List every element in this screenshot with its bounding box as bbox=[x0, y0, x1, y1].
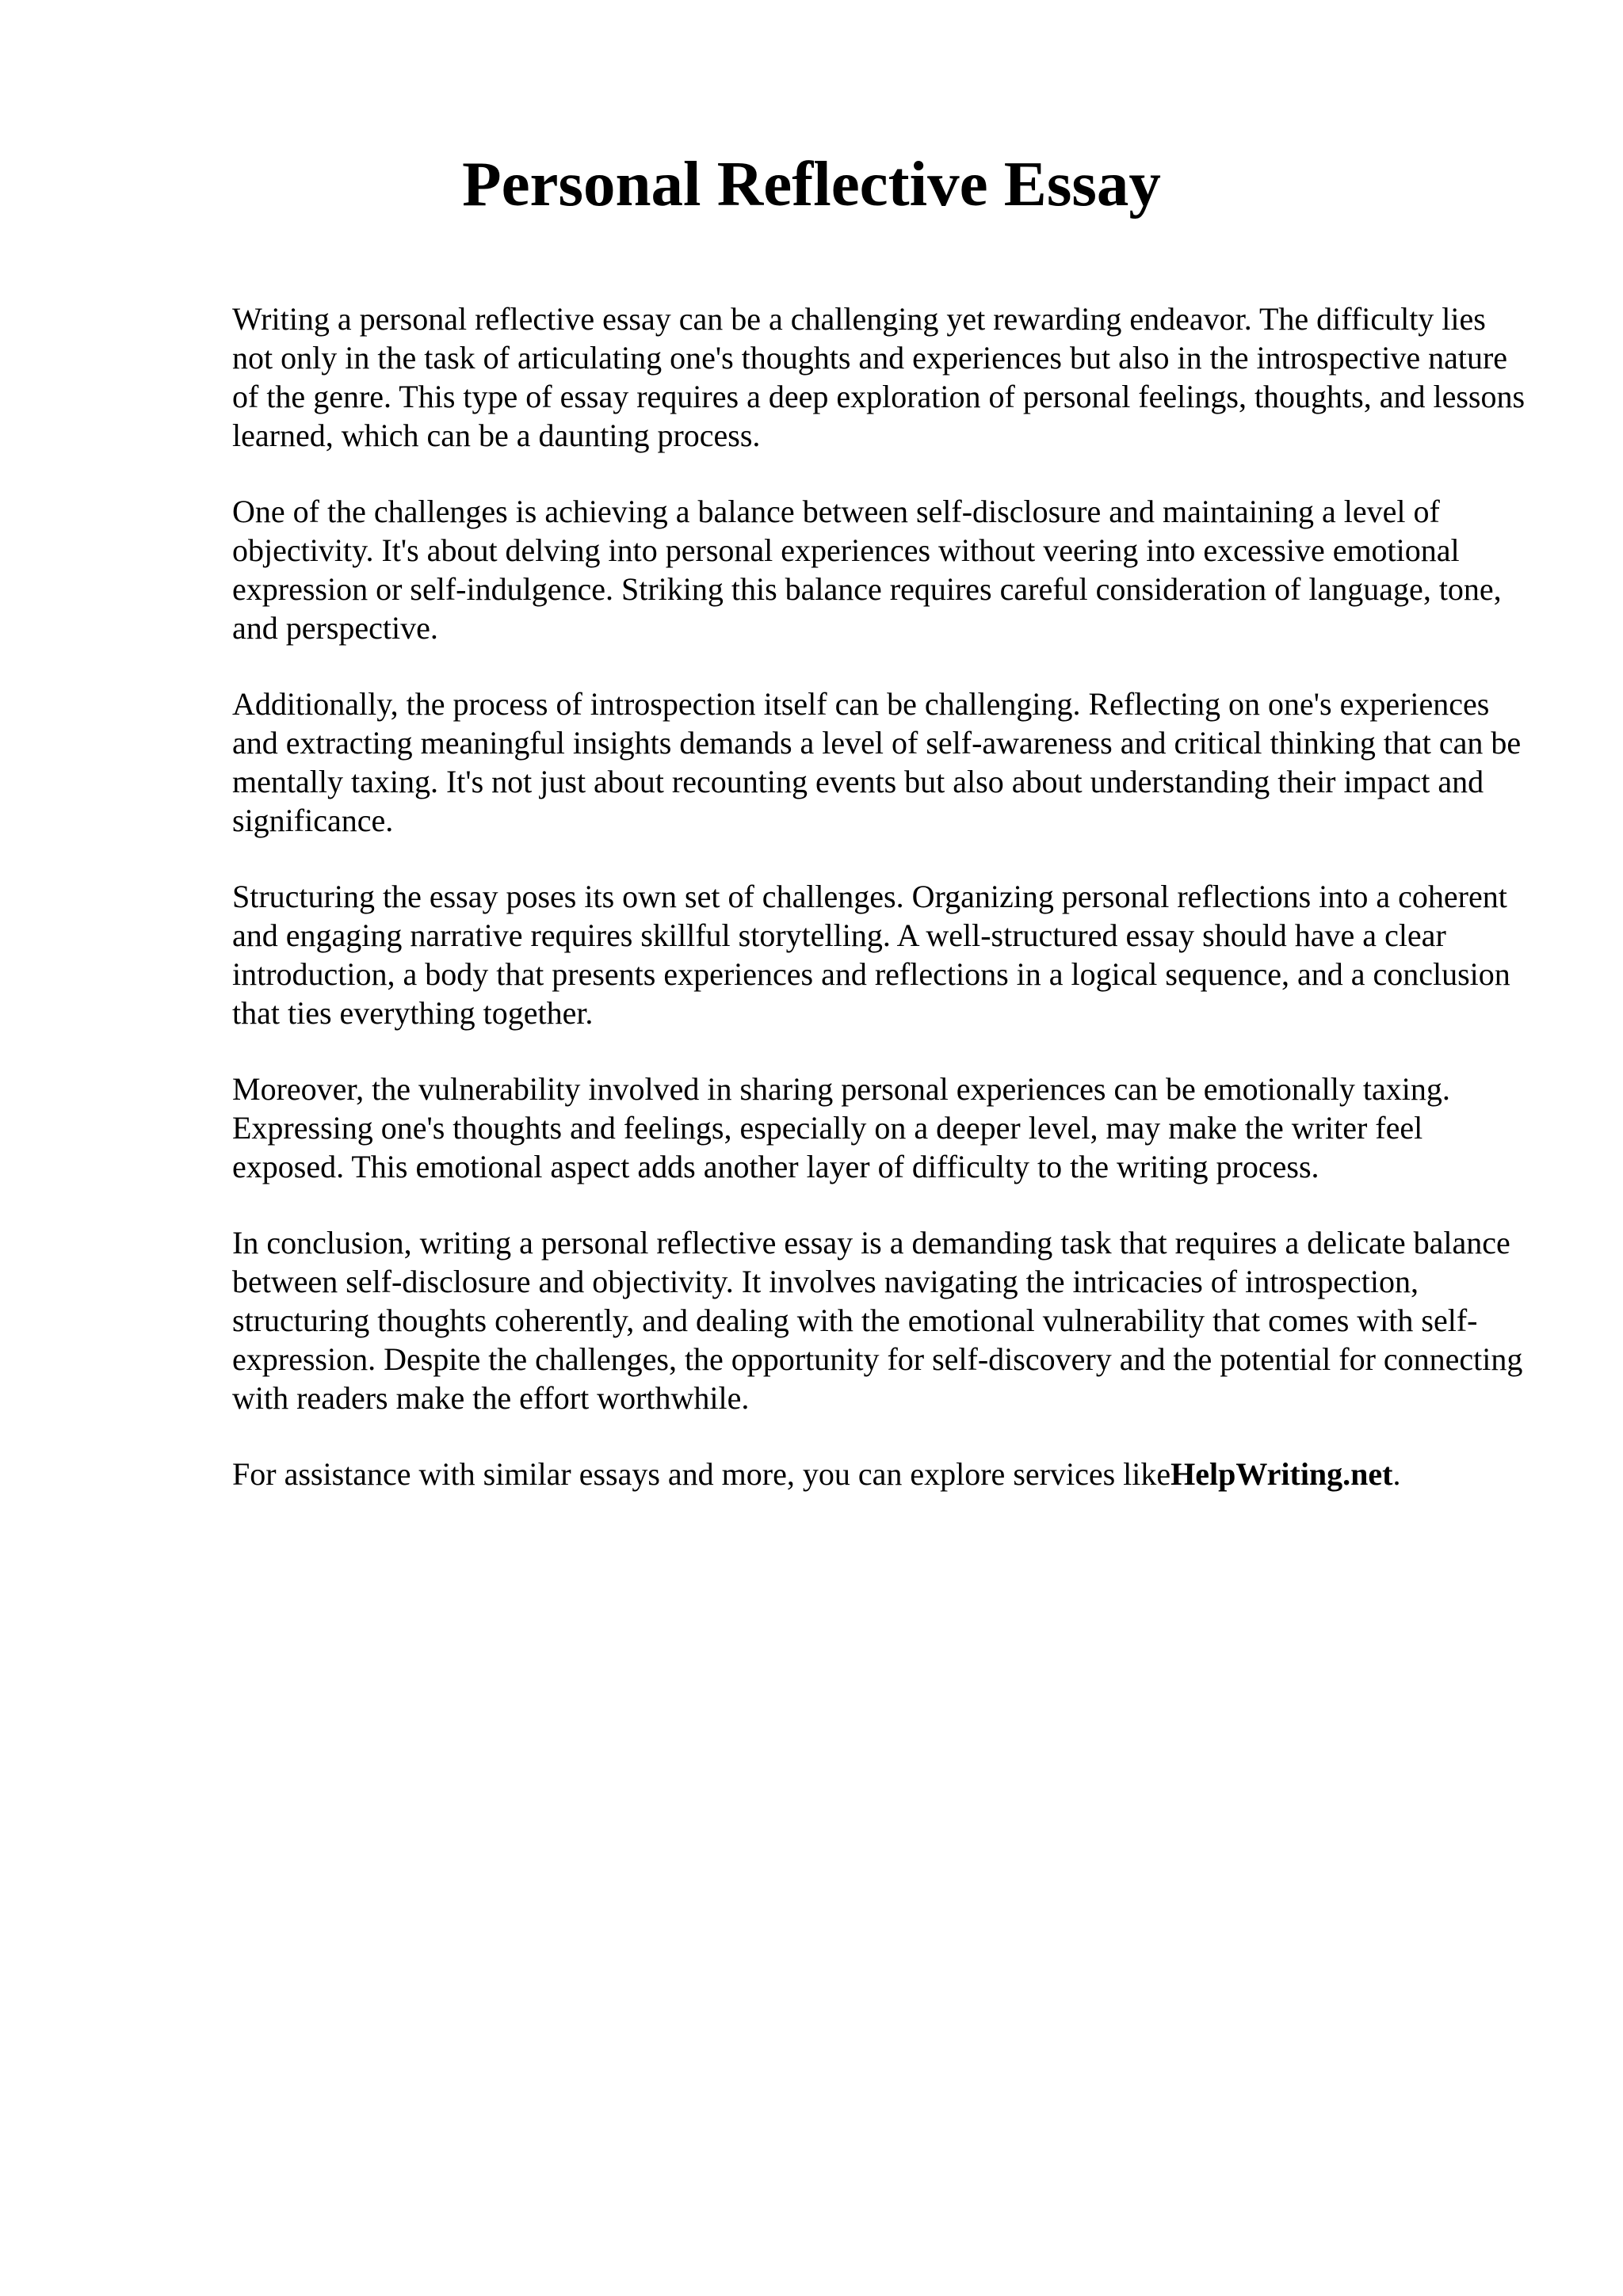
paragraph-3: Additionally, the process of introspection itself can be challenging. Reflecting on one's experiences and extracting meaningful insights demands a level of self-awareness and critical thinking that can be mentally taxing. It's not just about recounting events but also about understanding their impact and significance. bbox=[232, 686, 1522, 838]
essay-body bbox=[232, 299, 1532, 1493]
closing-trailing-text: . bbox=[1392, 1456, 1401, 1492]
paragraph-4: Structuring the essay poses its own set of challenges. Organizing personal reflections into a coherent and engaging narrative requires skillful storytelling. A well-structured essay should have a clear introduction, a body that presents experiences and reflections in a logical sequence, and a conclusion that ties everything together. bbox=[232, 879, 1510, 1031]
paragraph-2: One of the challenges is achieving a balance between self-disclosure and maintaining a level of objectivity. It's about delving into personal experiences without veering into excessive emotional expression or self-indulgence. Striking this balance requires careful consideration of language, tone, and perspective. bbox=[232, 494, 1502, 646]
paragraph-1: Writing a personal reflective essay can be a challenging yet rewarding endeavor. The difficulty lies not only in the task of articulating one's thoughts and experiences but also in the introspective nature of the genre. This type of essay requires a deep exploration of personal feelings, thoughts, and lessons learned, which can be a daunting process. bbox=[232, 301, 1526, 453]
paragraph-6: In conclusion, writing a personal reflective essay is a demanding task that requires a delicate balance between self-disclosure and objectivity. It involves navigating the intricacies of introspection, structuring thoughts coherently, and dealing with the emotional vulnerability that comes with self-expression. Despite the challenges, the opportunity for self-discovery and the potential for connecting with readers make the effort worthwhile. bbox=[232, 1225, 1523, 1416]
service-name: HelpWriting.net bbox=[1170, 1456, 1393, 1492]
closing-paragraph bbox=[232, 1455, 1532, 1493]
closing-lead-text: For assistance with similar essays and more, you can explore services like bbox=[232, 1456, 1171, 1492]
paragraph-5: Moreover, the vulnerability involved in sharing personal experiences can be emotionally taxing. Expressing one's thoughts and feelings, especially on a deeper level, may make the writer feel exposed. This emotional aspect adds another layer of difficulty to the writing process. bbox=[232, 1071, 1450, 1184]
page-title: Personal Reflective Essay bbox=[462, 148, 1161, 219]
